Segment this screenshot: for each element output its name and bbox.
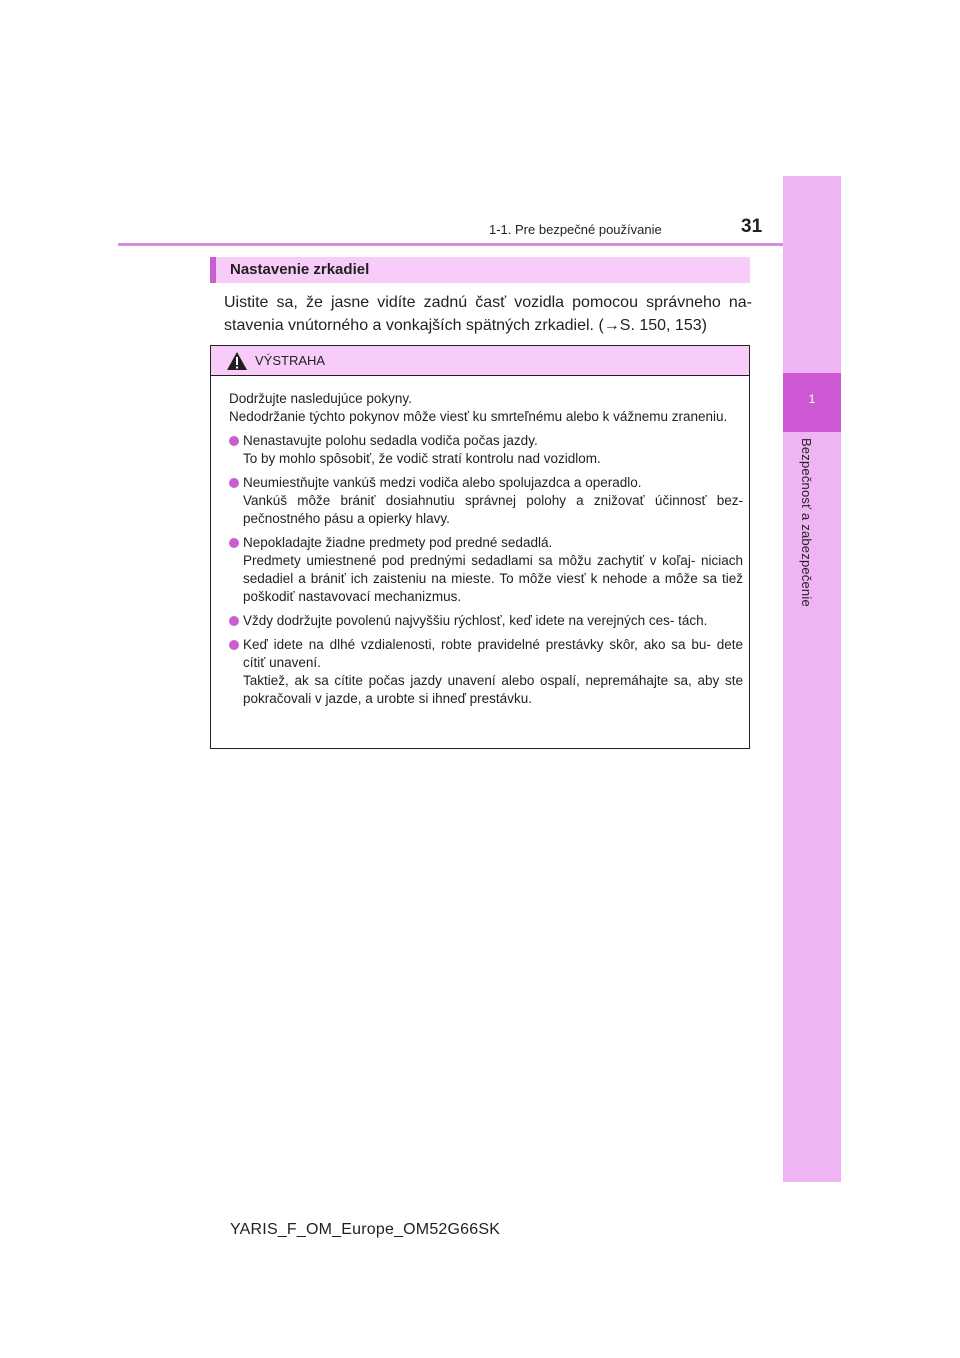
warning-item-head: Neumiestňujte vankúš medzi vodiča alebo spolujazdca a operadlo. [243,475,642,490]
intro-paragraph [224,291,752,337]
warning-item-head: Nepokladajte žiadne predmety pod predné sedadlá. [243,535,553,550]
warning-item [229,432,743,468]
warning-item [229,636,743,708]
warning-title: VÝSTRAHA [255,353,326,368]
warning-triangle-icon [226,351,248,371]
page-number: 31 [741,216,763,237]
side-tab-number: 1 [808,392,816,406]
bullet-icon [229,538,239,548]
warning-item [229,612,743,630]
document-code: YARIS_F_OM_Europe_OM52G66SK [230,1221,501,1238]
warning-item-body: Taktiež, ak sa cítite počas jazdy unavení alebo ospalí, nepremáhajte sa, aby ste pokračovali v jazde, a urobte si ihneď prestávku. [243,673,743,706]
intro-line: Uistite sa, že jasne vidíte zadnú časť vozidla pomocou správneho na- [224,294,752,311]
side-tab-bar [783,176,841,1182]
warning-item-head: Keď idete na dlhé vzdialenosti, robte pravidelné prestávky skôr, ako sa bu- dete cítiť unavení. [243,637,743,670]
warning-item-body: To by mohlo spôsobiť, že vodič stratí kontrolu nad vozidlom. [243,451,601,466]
warning-item-body: Predmety umiestnené pod prednými sedadlami sa môžu zachytiť v koľaj- niciach sedadiel a brániť ich zaisteniu na mieste. To môže viesť k nehode a môže sa tiež poškodiť nastavovací mechanizmus. [243,553,743,604]
bullet-icon [229,640,239,650]
header-rule [118,243,783,246]
side-tab-label: Bezpečnosť a zabezpečenie [799,438,814,607]
warning-header [211,346,749,376]
warning-item-body: Vankúš môže brániť dosiahnutiu správnej polohy a znižovať účinnosť bez- pečnostného pásu a opierky hlavy. [243,493,743,526]
warning-body [229,390,743,708]
section-path: 1-1. Pre bezpečné používanie [489,222,662,237]
bullet-icon [229,436,239,446]
warning-intro: Dodržujte nasledujúce pokyny. [229,391,412,406]
warning-item [229,474,743,528]
warning-item-head: Vždy dodržujte povolenú najvyššiu rýchlosť, keď idete na verejných ces- tách. [243,613,708,628]
section-heading-bar [210,257,750,283]
intro-line: stavenia vnútorného a vonkajších spätných zrkadiel. (→S. 150, 153) [224,317,707,334]
bullet-icon [229,616,239,626]
warning-intro: Nedodržanie týchto pokynov môže viesť ku smrteľnému alebo k vážnemu zraneniu. [229,409,728,424]
warning-item [229,534,743,606]
section-title: Nastavenie zrkadiel [230,261,370,278]
warning-item-head: Nenastavujte polohu sedadla vodiča počas jazdy. [243,433,538,448]
warning-box [210,345,750,749]
bullet-icon [229,478,239,488]
